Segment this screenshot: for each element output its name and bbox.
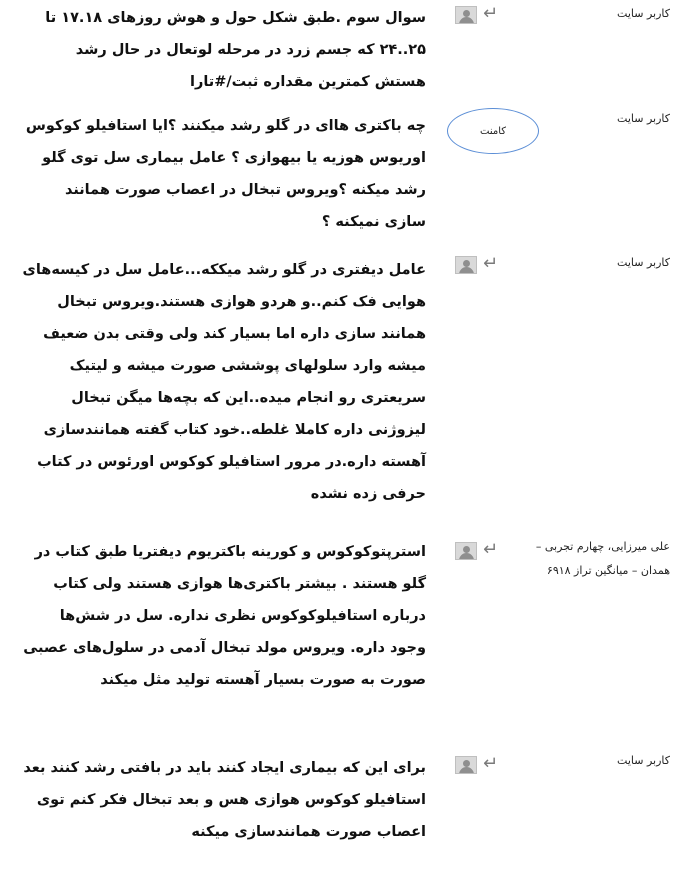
comment-text: سوال سوم .طبق شکل حول و هوش روزهای ۱۷.۱۸ تا ۲۵..۲۴ که جسم زرد در مرحله لوتعال در حال رشد هستش کمترین مقداره ثبت/#تارا [45,10,426,90]
comment-author-line2: همدان – میانگین تراز ۶۹۱۸ [546,564,670,577]
comment-text: برای این که بیماری ایجاد کنند باید در بافتی رشد کنند بعد استافیلو کوکوس هوازی هس و بعد تبخال فکر کنم توی اعصاب صورت همانندسازی میکنه [23,760,426,840]
comment-badge[interactable]: کامنت [447,108,539,154]
comment-author: کاربر سایت [617,7,670,20]
comment-author-line1: علی میرزایی، چهارم تجربی – [535,540,670,553]
comment-actions [455,3,505,26]
user-avatar-icon [455,542,477,560]
comment-text: چه باکتری هاای در گلو رشد میکنند ؟ایا استافیلو کوکوس اوریوس هوزیه یا بیهوازی ؟ عامل بیماری سل توی گلو رشد میکنه ؟ویروس تبخال در اعصاب صورت همانند سازی نمیکنه ؟ [25,118,426,230]
comment-text: عامل دیفتری در گلو رشد میککه...عامل سل در کیسه‌های هوایی فک کنم..و هردو هوازی هستند.ویروس تبخال همانند سازی داره اما بسیار کند ولی وقتی بدن ضعیف میشه وارد سلولهای پوششی صورت میشه و لیتیک سریعتری رو انجام میده..این که بچه‌ها میگن تبخال لیزوژنی داره کاملا غلطه..خود کتاب گفته همانندسازی آهسته داره.در مرور استافیلو کوکوس اورئوس در کتاب حرفی زده نشده [22,262,426,502]
comment-text: استرپتوکوکوس و کورینه باکتریوم دیفتریا طبق کتاب در گلو هستند . بیشتر باکتری‌ها هوازی هستند ولی کتاب درباره استافیلوکوکوس نظری نداره. سل در شش‌ها وجود داره. ویروس مولد تبخال آدمی در سلول‌های عصبی صورت به صورت بسیار آهسته تولید مثل میکند [23,544,426,688]
comment-actions [455,539,505,562]
reply-arrow-icon[interactable]: ↵ [483,539,499,560]
comment-actions [455,253,505,276]
user-avatar-icon [455,256,477,274]
user-avatar-icon [455,6,477,24]
reply-arrow-icon[interactable]: ↵ [483,3,499,24]
comment-author: کاربر سایت [617,112,670,125]
reply-arrow-icon[interactable]: ↵ [483,253,499,274]
comment-actions [455,753,505,776]
user-avatar-icon [455,756,477,774]
comment-author: کاربر سایت [617,256,670,269]
comment-author: کاربر سایت [617,754,670,767]
reply-arrow-icon[interactable]: ↵ [483,753,499,774]
